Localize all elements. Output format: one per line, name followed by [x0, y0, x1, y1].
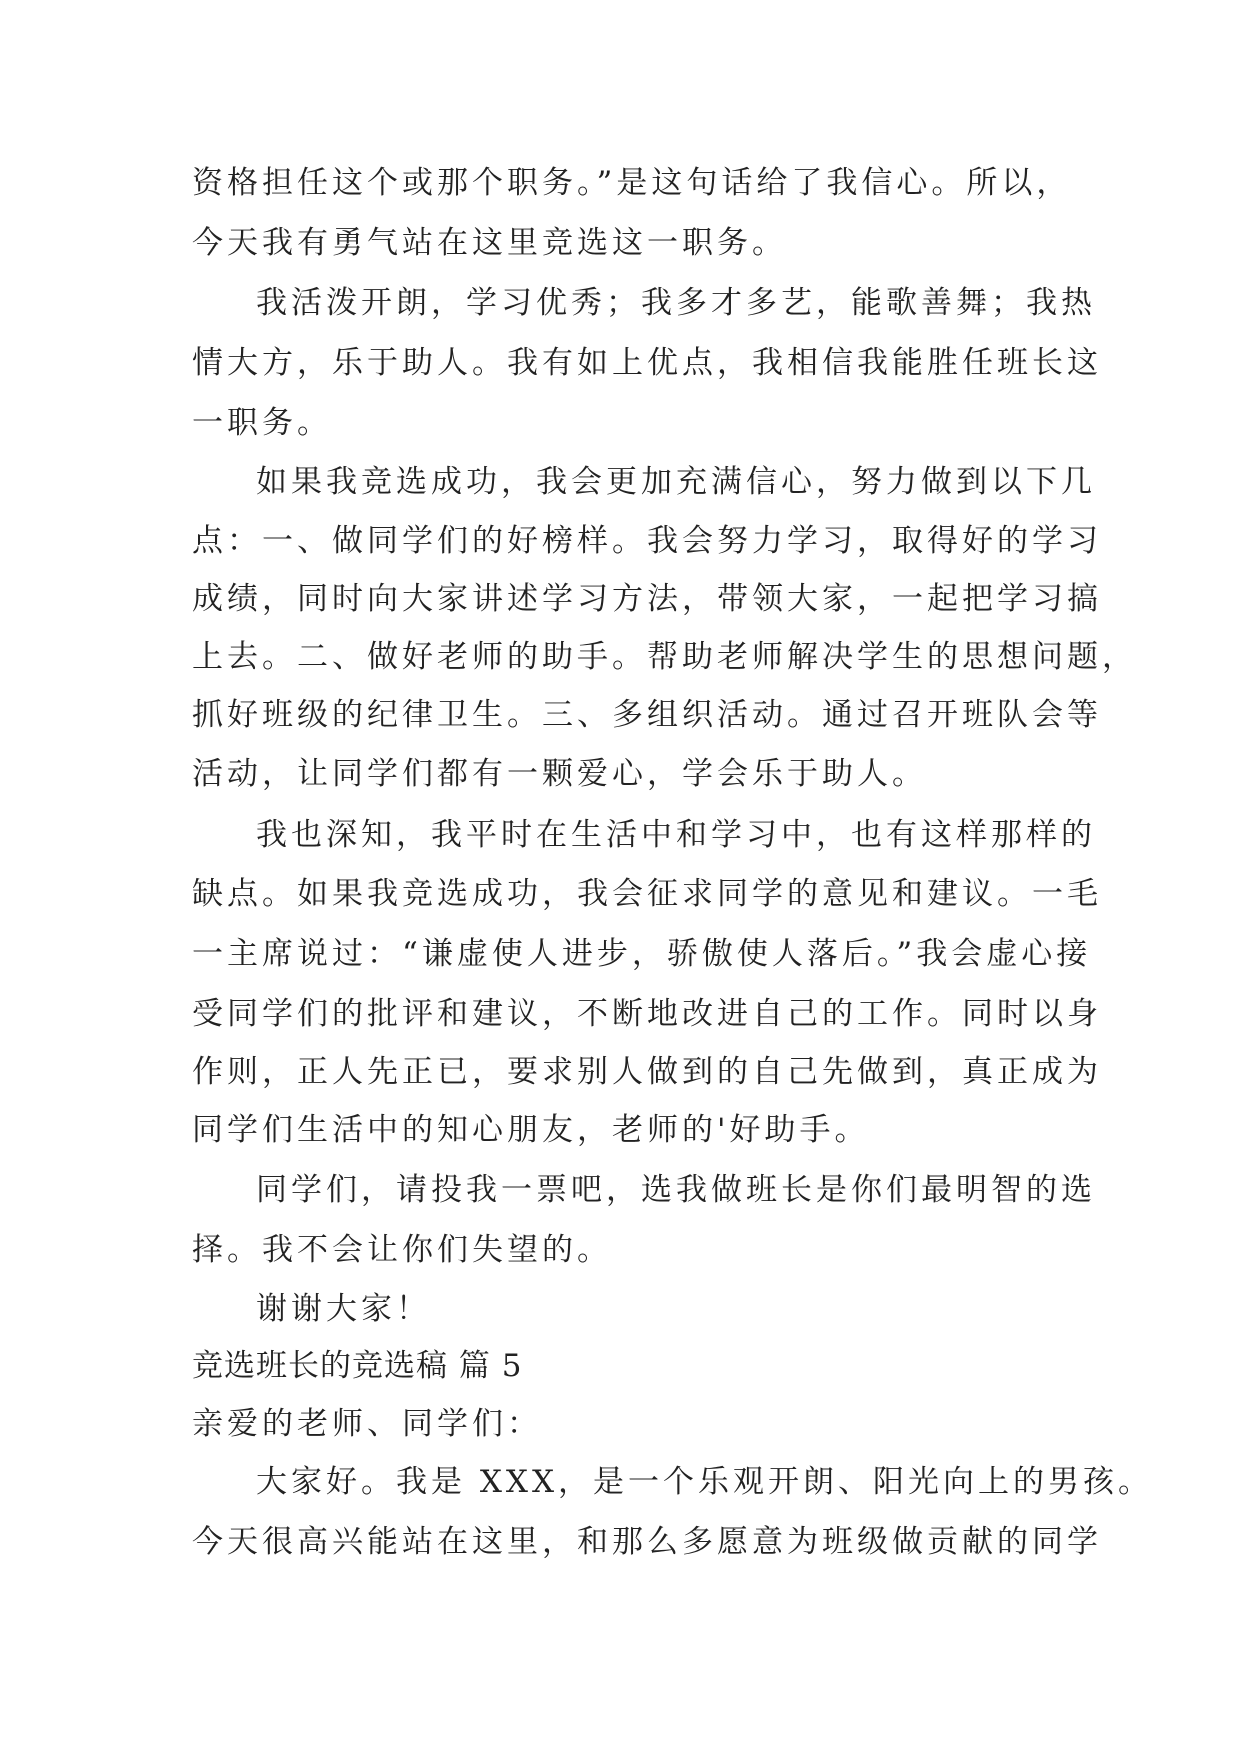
paragraph-line: 成绩，同时向大家讲述学习方法，带领大家，一起把学习搞	[192, 581, 1102, 617]
paragraph-line: 缺点。如果我竞选成功，我会征求同学的意见和建议。一毛	[192, 876, 1102, 912]
salutation: 亲爱的老师、同学们：	[192, 1406, 542, 1442]
paragraph-line: 情大方，乐于助人。我有如上优点，我相信我能胜任班长这	[192, 345, 1102, 381]
paragraph-line: 作则，正人先正已，要求别人做到的自己先做到，真正成为	[192, 1054, 1102, 1090]
paragraph-line: 活动，让同学们都有一颗爱心，学会乐于助人。	[192, 756, 927, 792]
section-heading: 竞选班长的竞选稿 篇 5	[192, 1348, 523, 1384]
paragraph-line: 一主席说过：“谦虚使人进步，骄傲使人落后。”我会虚心接	[192, 936, 1092, 972]
closing-line: 谢谢大家！	[256, 1291, 431, 1327]
paragraph-line: 上去。二、做好老师的助手。帮助老师解决学生的思想问题，	[192, 639, 1137, 675]
paragraph-line: 抓好班级的纪律卫生。三、多组织活动。通过召开班队会等	[192, 697, 1102, 733]
paragraph-line: 一职务。	[192, 405, 332, 441]
paragraph-line: 如果我竞选成功，我会更加充满信心，努力做到以下几	[256, 464, 1096, 500]
paragraph-line: 今天我有勇气站在这里竞选这一职务。	[192, 225, 787, 261]
paragraph-line: 我活泼开朗，学习优秀；我多才多艺，能歌善舞；我热	[256, 285, 1096, 321]
paragraph-line: 同学们，请投我一票吧，选我做班长是你们最明智的选	[256, 1172, 1096, 1208]
paragraph-line: 大家好。我是 XXX，是一个乐观开朗、阳光向上的男孩。	[256, 1464, 1154, 1500]
paragraph-line: 择。我不会让你们失望的。	[192, 1232, 612, 1268]
paragraph-line: 今天很高兴能站在这里，和那么多愿意为班级做贡献的同学	[192, 1524, 1102, 1560]
paragraph-line: 受同学们的批评和建议，不断地改进自己的工作。同时以身	[192, 996, 1102, 1032]
paragraph-line: 同学们生活中的知心朋友，老师的'好助手。	[192, 1112, 870, 1148]
paragraph-line: 点：一、做同学们的好榜样。我会努力学习，取得好的学习	[192, 523, 1102, 559]
paragraph-line: 我也深知，我平时在生活中和学习中，也有这样那样的	[256, 817, 1096, 853]
paragraph-line: 资格担任这个或那个职务。”是这句话给了我信心。所以，	[192, 165, 1072, 201]
